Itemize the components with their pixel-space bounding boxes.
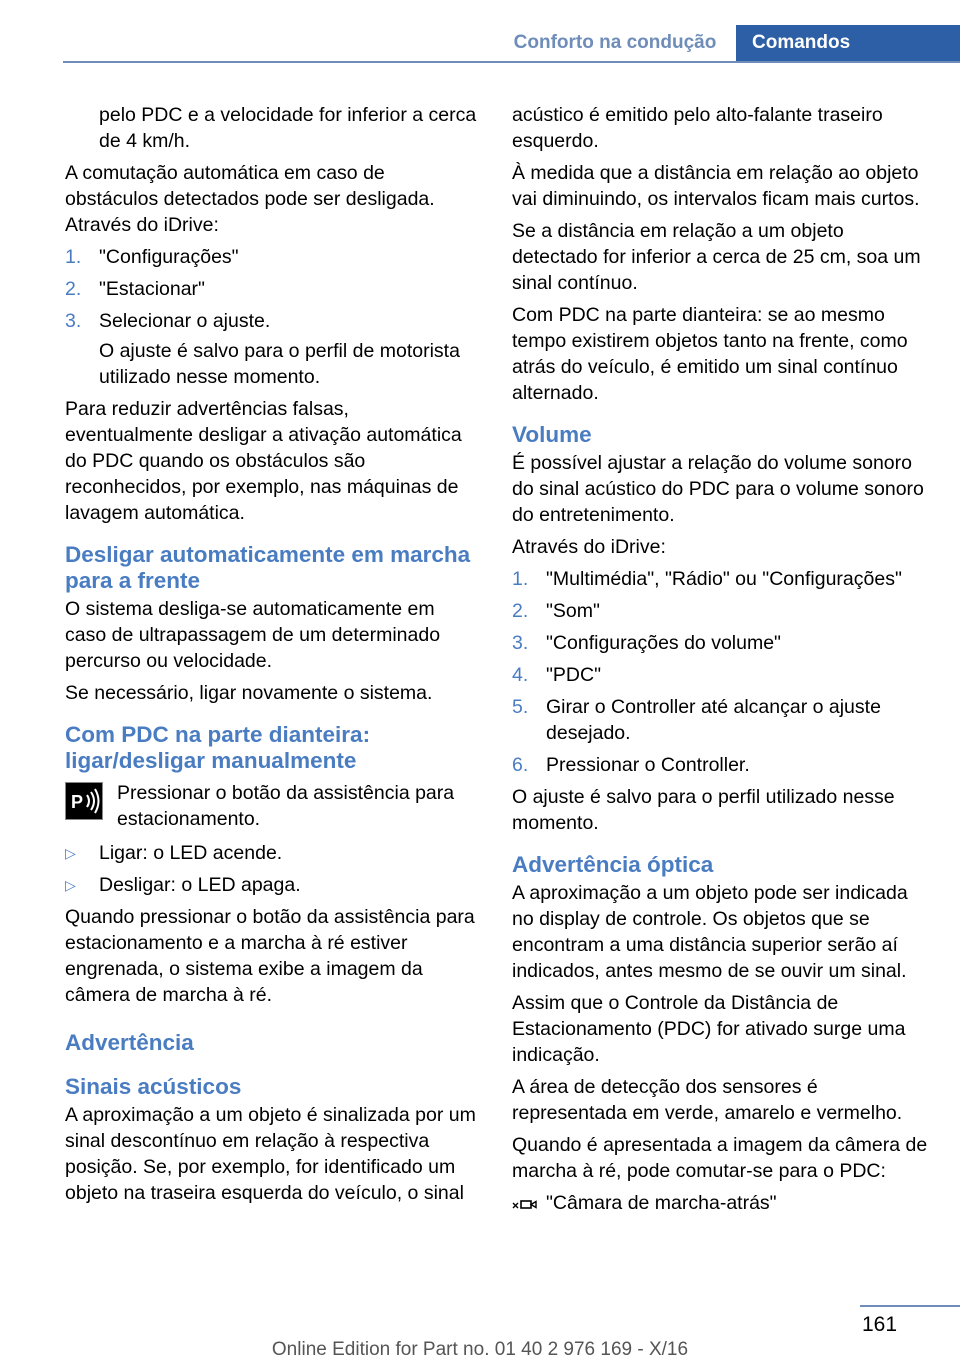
footer-edition: Online Edition for Part no. 01 40 2 976 169 - X/16 (271, 1339, 689, 1360)
section-heading: Desligar automaticamente em marcha para a frente (65, 542, 471, 593)
paragraph: Quando pressionar o botão da assistência para estacionamento e a marcha à ré estiver engrenada, o sistema exibe a imagem da câmera de marcha à ré. (65, 906, 475, 1006)
steps-list (512, 566, 932, 778)
step-number: 1. (65, 246, 82, 268)
bullet-triangle-icon: ▷ (65, 845, 76, 861)
bullet-text: Desligar: o LED apaga. (99, 874, 301, 896)
step-text: Girar o Controller até alcançar o ajuste desejado. (546, 696, 881, 744)
paragraph: Se necessário, ligar novamente o sistema. (65, 682, 433, 704)
paragraph: Para reduzir advertências falsas, eventualmente desligar a ativação automática do PDC quando os obstáculos são reconhecidos, por exemplo, nas máquinas de lavagem automática. (65, 398, 462, 524)
section-heading: Advertência óptica (512, 852, 714, 877)
section-heading: Volume (512, 422, 592, 447)
bullet-text: Ligar: o LED acende. (99, 842, 283, 864)
left-column (65, 102, 480, 1212)
list-item (65, 840, 480, 866)
paragraph: acústico é emitido pelo alto-falante traseiro esquerdo. (512, 104, 883, 152)
section-heading: Advertência (65, 1030, 194, 1055)
paragraph: À medida que a distância em relação ao objeto vai diminuindo, os intervalos ficam mais curtos. (512, 162, 920, 210)
paragraph: Quando é apresentada a imagem da câmera de marcha à ré, pode comutar-se para o PDC: (512, 1134, 928, 1182)
header-rule (63, 61, 960, 63)
icon-instruction (512, 1190, 932, 1216)
paragraph: A aproximação a um objeto é sinalizada por um sinal descontínuo em relação à respectiva posição. Se, por exemplo, for identificado um objeto na traseira esquerda do veículo, o sinal (65, 1104, 476, 1204)
step-number: 3. (65, 310, 82, 332)
paragraph: A área de detecção dos sensores é representada em verde, amarelo e vermelho. (512, 1076, 903, 1124)
step-number: 1. (512, 568, 529, 590)
step-text: "Multimédia", "Rádio" ou "Configurações" (546, 568, 902, 590)
step-note: O ajuste é salvo para o perfil de motorista utilizado nesse momento. (99, 340, 460, 388)
paragraph: Através do iDrive: (512, 536, 666, 558)
step-text: "Configurações do volume" (546, 632, 781, 654)
list-item (65, 276, 480, 302)
step-text: "PDC" (546, 664, 602, 686)
icon-instruction (65, 780, 480, 832)
paragraph: O sistema desliga-se automaticamente em caso de ultrapassagem de um determinado percurso ou velocidade. (65, 598, 441, 672)
paragraph: Se a distância em relação a um objeto detectado for inferior a cerca de 25 cm, soa um sinal contínuo. (512, 220, 921, 294)
list-item (512, 662, 932, 688)
footer-rule (860, 1305, 960, 1307)
step-text: Pressionar o Controller. (546, 754, 750, 776)
icon-instruction-text: Pressionar o botão da assistência para estacionamento. (117, 782, 455, 830)
step-text: "Configurações" (99, 246, 239, 268)
list-item (512, 630, 932, 656)
parking-assist-button-icon (65, 782, 103, 820)
step-text: "Som" (546, 600, 600, 622)
svg-text:P: P (71, 792, 84, 812)
step-number: 3. (512, 632, 529, 654)
list-item (65, 308, 480, 334)
paragraph: A aproximação a um objeto pode ser indicada no display de controle. Os objetos que se encontram a uma distância superior serão aí indicados, antes mesmo de se ouvir um sinal. (512, 882, 908, 982)
bullet-triangle-icon: ▷ (65, 877, 76, 893)
list-item (512, 752, 932, 778)
paragraph: A comutação automática em caso de obstáculos detectados pode ser desligada. Através do iDrive: (65, 162, 435, 236)
list-item (512, 598, 932, 624)
step-number: 2. (512, 600, 529, 622)
list-item (512, 566, 932, 592)
paragraph: O ajuste é salvo para o perfil utilizado nesse momento. (512, 786, 895, 834)
step-text: Selecionar o ajuste. (99, 310, 271, 332)
icon-instruction-text: "Câmara de marcha-atrás" (546, 1192, 777, 1214)
list-item (65, 244, 480, 270)
bullet-list (65, 840, 480, 898)
paragraph: pelo PDC e a velocidade for inferior a cerca de 4 km/h. (99, 104, 477, 152)
list-item (65, 872, 480, 898)
paragraph: Com PDC na parte dianteira: se ao mesmo tempo existirem objetos tanto na frente, como atrás do veículo, é emitido um sinal contínuo alternado. (512, 304, 908, 404)
section-heading: Com PDC na parte dianteira: ligar/desligar manualmente (65, 722, 371, 773)
steps-list (65, 244, 480, 334)
header-section-title: Conforto na condução (513, 32, 717, 53)
reverse-camera-icon (512, 1194, 538, 1214)
paragraph: É possível ajustar a relação do volume sonoro do sinal acústico do PDC para o volume sonoro do entretenimento. (512, 452, 924, 526)
header-chapter-tab: Comandos (736, 25, 960, 63)
subsection-heading: Sinais acústicos (65, 1074, 242, 1099)
step-number: 4. (512, 664, 529, 686)
list-item (512, 694, 932, 746)
paragraph: Assim que o Controle da Distância de Estacionamento (PDC) for ativado surge uma indicação. (512, 992, 906, 1066)
right-column (512, 102, 932, 1216)
page-number: 161 (862, 1313, 898, 1336)
step-number: 2. (65, 278, 82, 300)
step-text: "Estacionar" (99, 278, 205, 300)
step-number: 5. (512, 696, 529, 718)
step-number: 6. (512, 754, 529, 776)
